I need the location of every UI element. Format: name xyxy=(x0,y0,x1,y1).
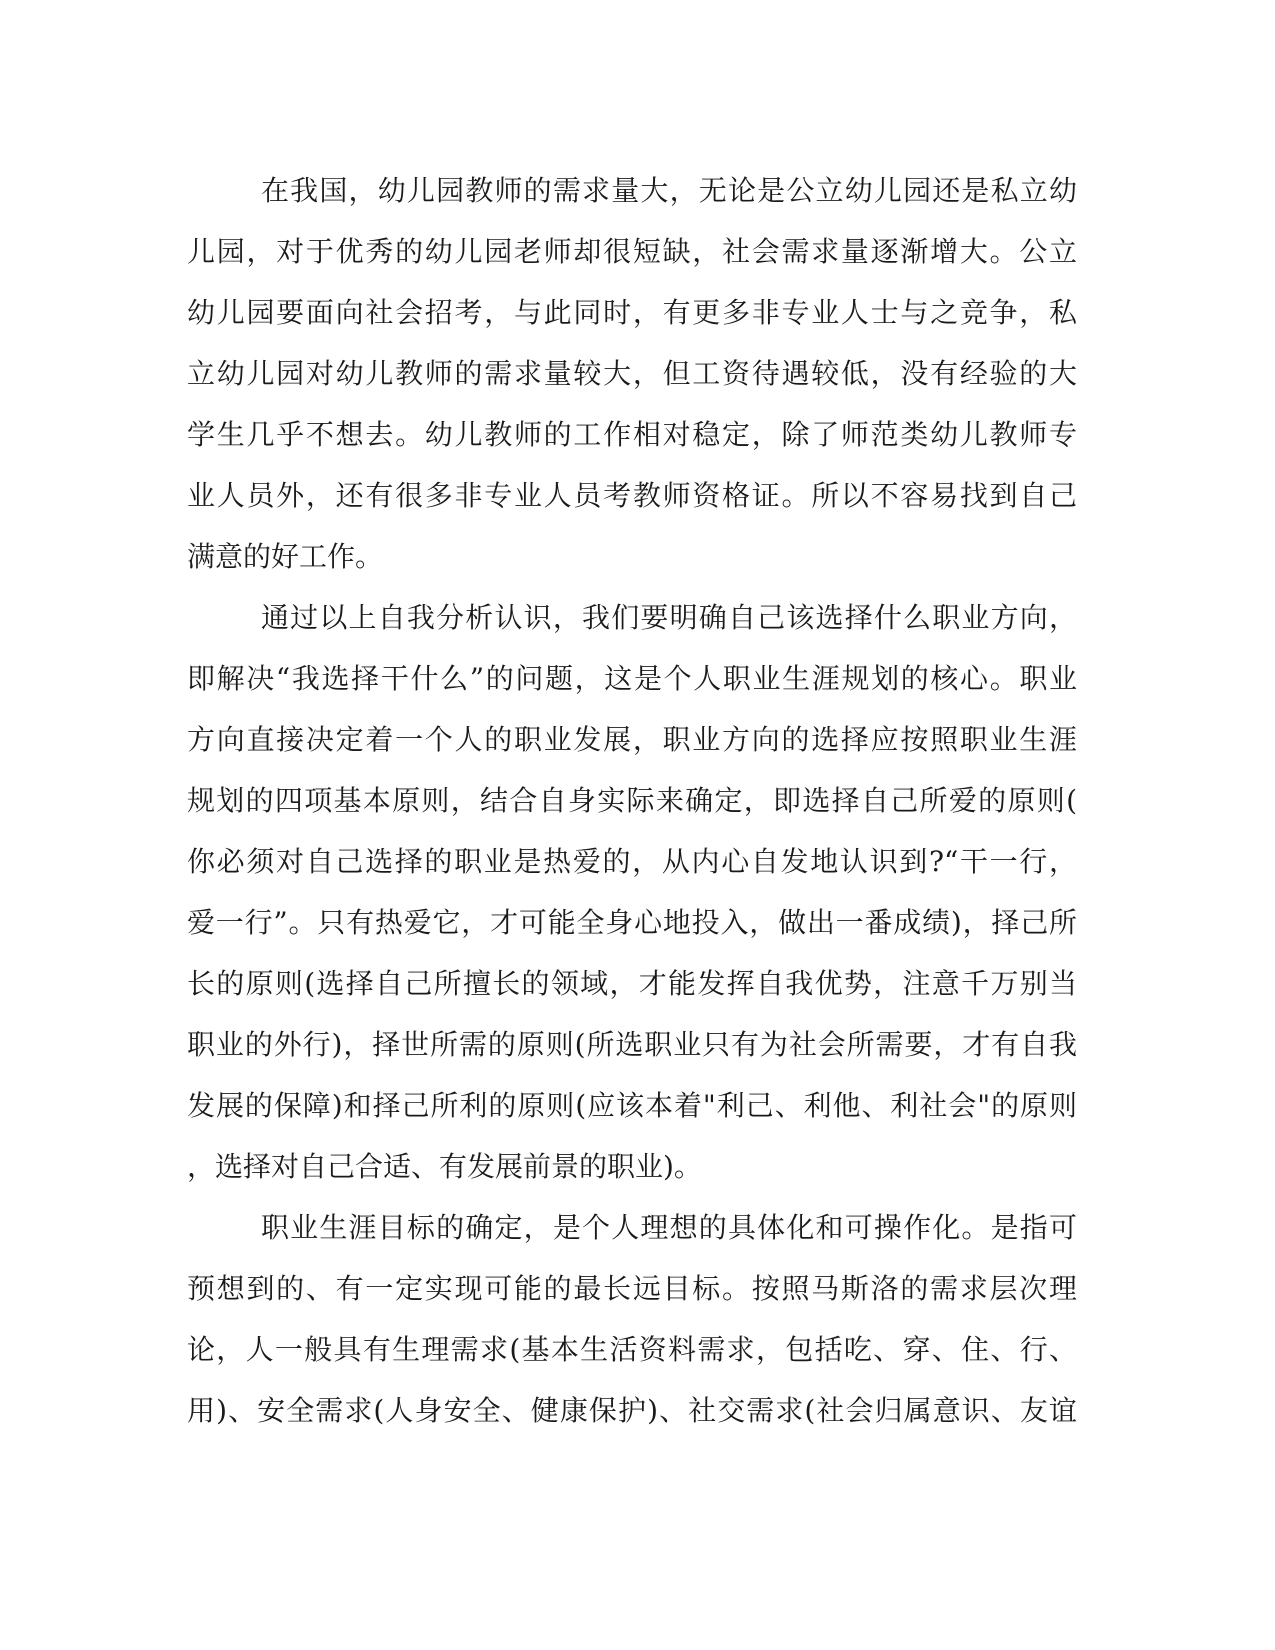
text-line: 业人员外，还有很多非专业人员考教师资格证。所以不容易找到自己 xyxy=(187,479,1077,512)
text-line: 即解决“我选择干什么”的问题，这是个人职业生涯规划的核心。职业 xyxy=(187,662,1077,695)
text-line: 爱一行”。只有热爱它，才可能全身心地投入，做出一番成绩)，择己所 xyxy=(187,906,1077,939)
text-line: 职业生涯目标的确定，是个人理想的具体化和可操作化。是指可 xyxy=(261,1211,1077,1244)
text-line: 你必须对自己选择的职业是热爱的，从内心自发地认识到?“干一行， xyxy=(187,845,1077,878)
text-line: 用)、安全需求(人身安全、健康保护)、社交需求(社会归属意识、友谊 xyxy=(187,1394,1077,1427)
text-line: 在我国，幼儿园教师的需求量大，无论是公立幼儿园还是私立幼 xyxy=(261,174,1077,207)
text-line: ，选择对自己合适、有发展前景的职业)。 xyxy=(187,1150,702,1183)
text-line: 预想到的、有一定实现可能的最长远目标。按照马斯洛的需求层次理 xyxy=(187,1272,1077,1305)
text-line: 满意的好工作。 xyxy=(187,540,384,573)
text-line: 长的原则(选择自己所擅长的领域，才能发挥自我优势，注意千万别当 xyxy=(187,967,1077,1000)
text-line: 通过以上自我分析认识，我们要明确自己该选择什么职业方向， xyxy=(261,601,1077,634)
text-line: 职业的外行)，择世所需的原则(所选职业只有为社会所需要，才有自我 xyxy=(187,1028,1077,1061)
text-line: 立幼儿园对幼儿教师的需求量较大，但工资待遇较低，没有经验的大 xyxy=(187,357,1077,390)
text-line: 幼儿园要面向社会招考，与此同时，有更多非专业人士与之竞争，私 xyxy=(187,296,1077,329)
text-line: 发展的保障)和择己所利的原则(应该本着"利己、利他、利社会"的原则 xyxy=(187,1089,1077,1122)
text-line: 学生几乎不想去。幼儿教师的工作相对稳定，除了师范类幼儿教师专 xyxy=(187,418,1077,451)
text-line: 儿园，对于优秀的幼儿园老师却很短缺，社会需求量逐渐增大。公立 xyxy=(187,235,1077,268)
text-line: 方向直接决定着一个人的职业发展，职业方向的选择应按照职业生涯 xyxy=(187,723,1077,756)
text-line: 论，人一般具有生理需求(基本生活资料需求，包括吃、穿、住、行、 xyxy=(187,1333,1077,1366)
document-body xyxy=(187,160,1077,1441)
text-line: 规划的四项基本原则，结合自身实际来确定，即选择自己所爱的原则( xyxy=(187,784,1077,817)
